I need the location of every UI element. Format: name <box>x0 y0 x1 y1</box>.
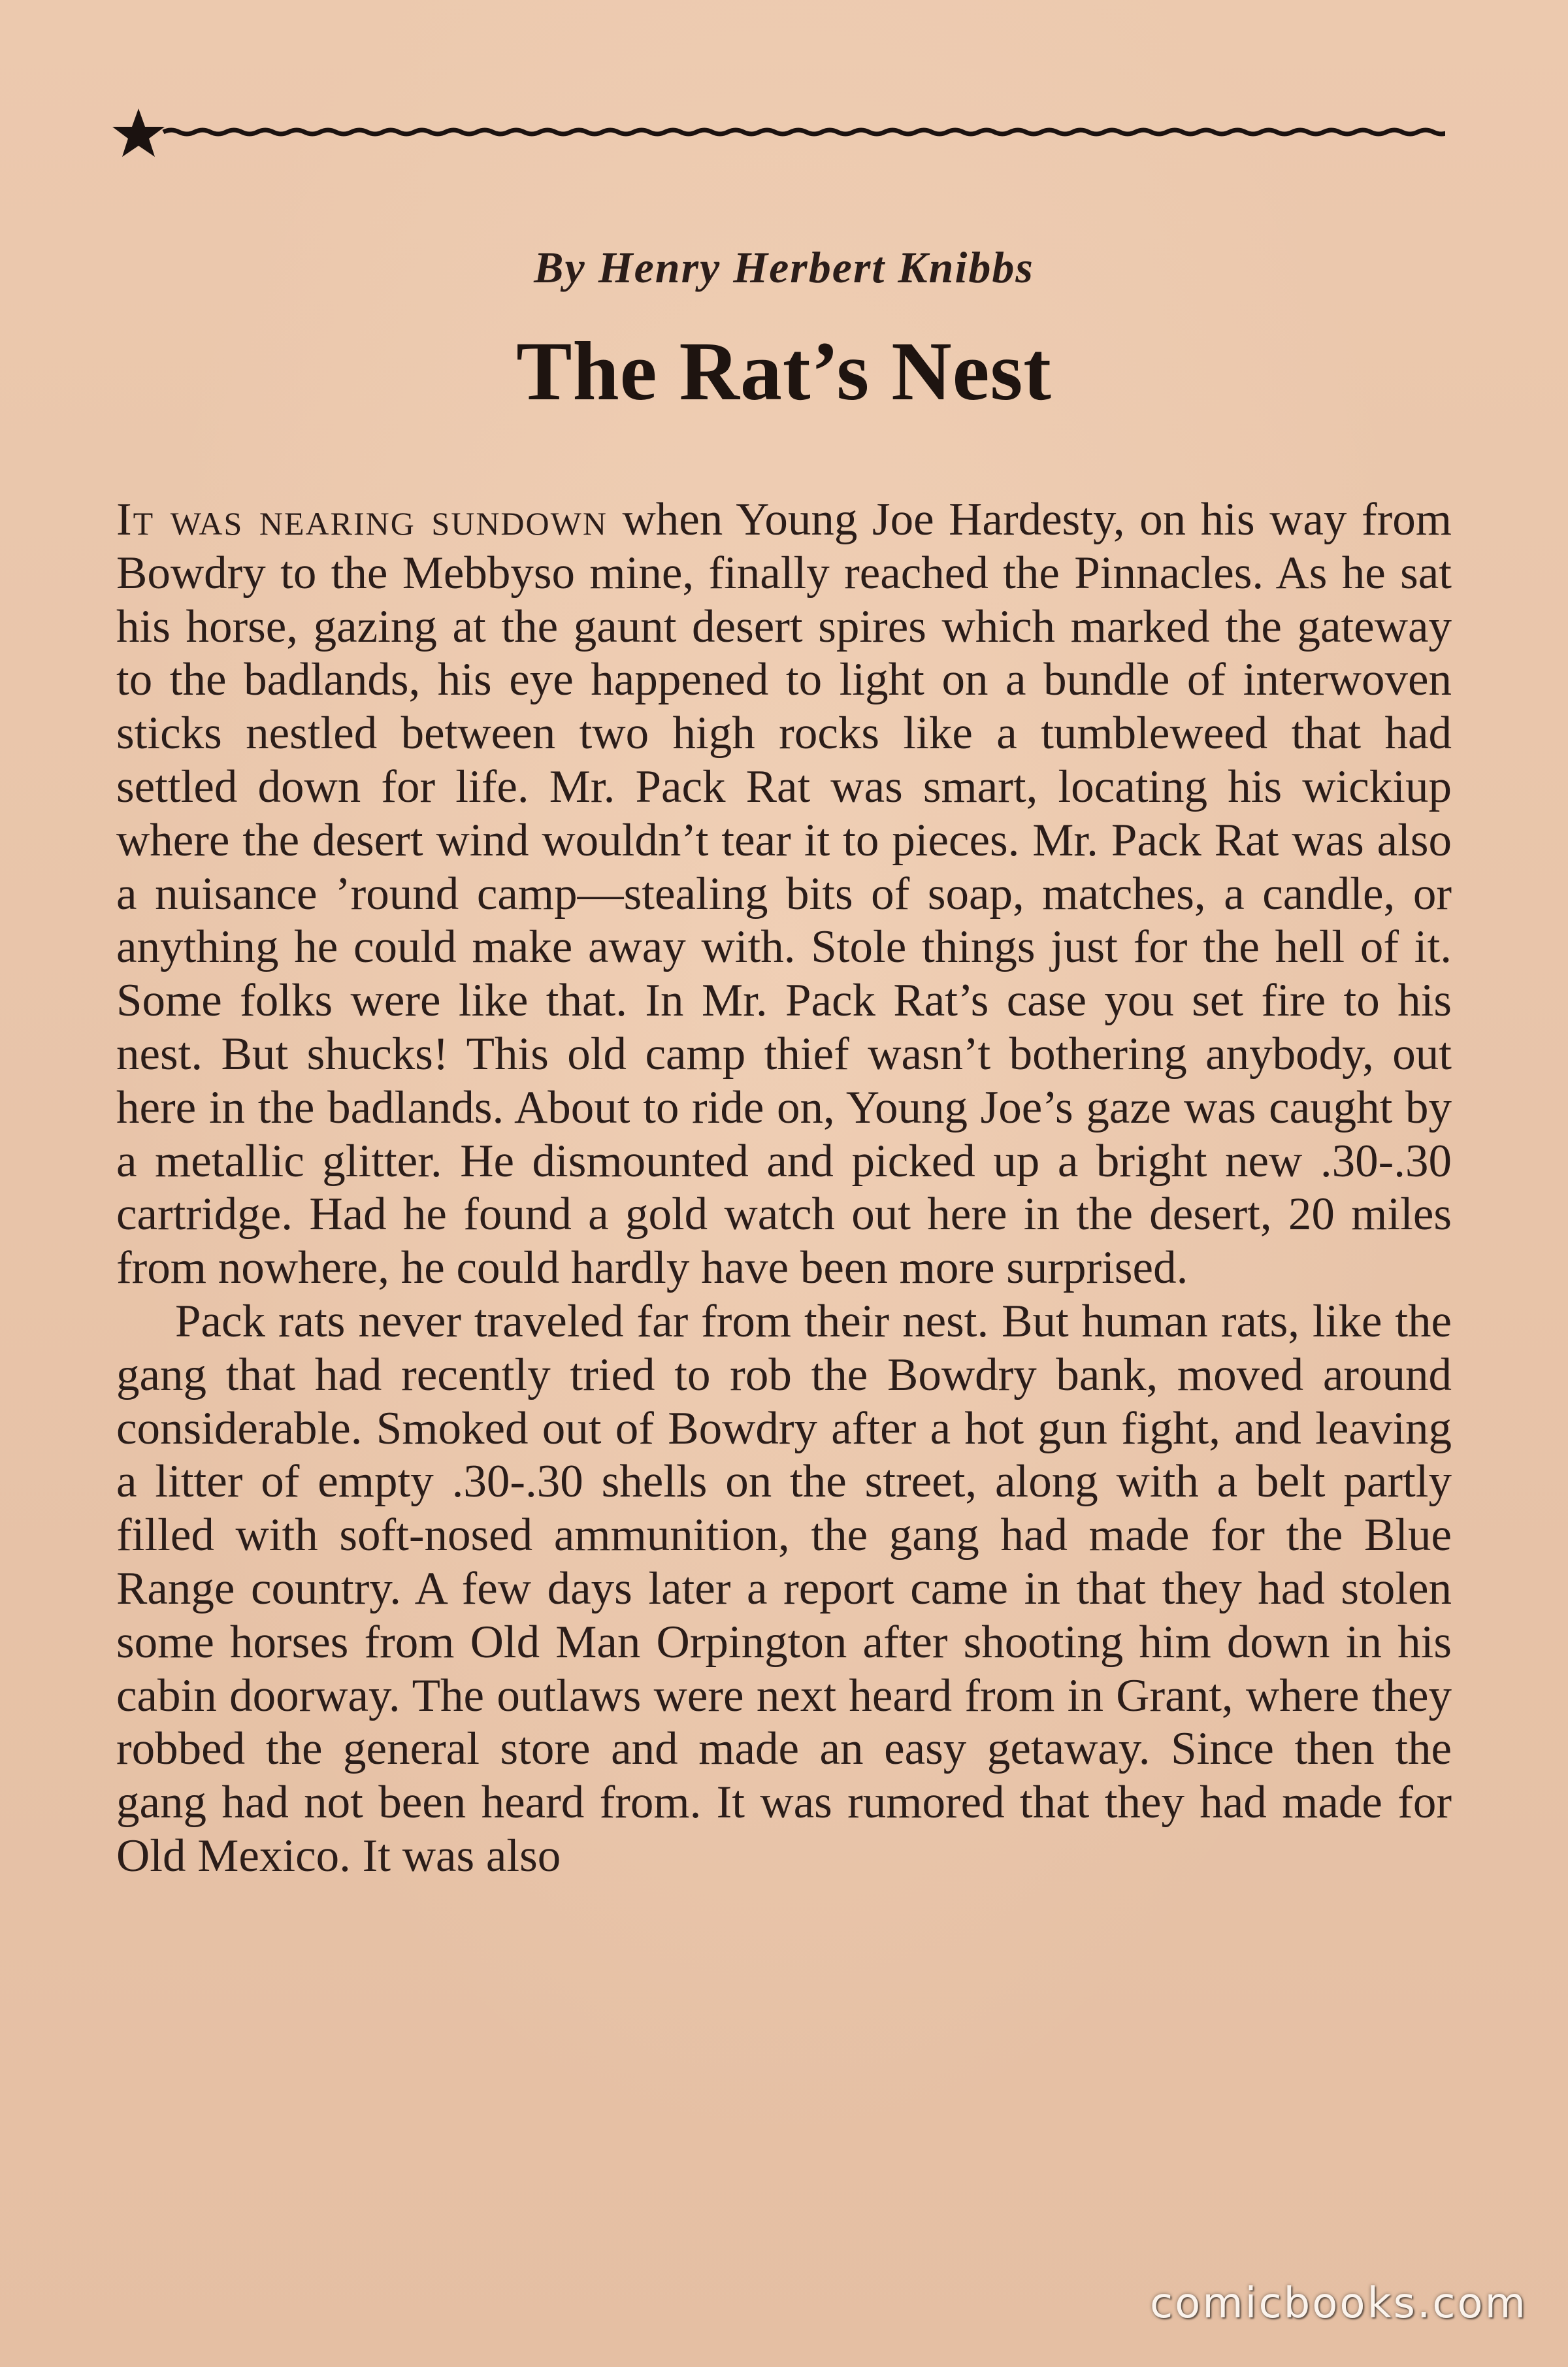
paragraph-2: Pack rats never traveled far from their nest. But human rats, like the gang that had recently tried to rob the Bowdry bank, moved around considerable. Smoked out of Bowdry after a hot gun fight, and leaving a litter of empty .30-.30 shells on the street, along with a belt partly filled with soft-nosed ammunition, the gang had made for the Blue Range country. A few days later a report came in that they had stolen some horses from Old Man Orpington after shooting him down in his cabin doorway. The outlaws were next heard from in Grant, where they robbed the general store and made an easy getaway. Since then the gang had not been heard from. It was rumored that they had made for Old Mexico. It was also <box>116 1295 1452 1881</box>
story-body <box>116 493 1452 1883</box>
byline: By Henry Herbert Knibbs <box>534 242 1034 292</box>
watermark: comicbooks.com <box>1149 2279 1527 2328</box>
star-rule-icon <box>112 106 1445 158</box>
paragraph-1 <box>116 493 1452 1295</box>
paragraph-lead: It was nearing sundown <box>116 494 608 545</box>
paragraph-1-text: when Young Joe Hardesty, on his way from Bowdry to the Mebbyso mine, finally reached the Pinnacles. As he sat his horse, gazing at the gaunt desert spires which marked the gateway to the badlands, his eye happened to light on a bundle of interwoven sticks nestled between two high rocks like a tumbleweed that had settled down for life. Mr. Pack Rat was smart, locating his wickiup where the desert wind wouldn’t tear it to pieces. Mr. Pack Rat was also a nuisance ’round camp—stealing bits of soap, matches, a candle, or anything he could make away with. Stole things just for the hell of it. Some folks were like that. In Mr. Pack Rat’s case you set fire to his nest. But shucks! This old camp thief wasn’t bothering anybody, out here in the badlands. About to ride on, Young Joe’s gaze was caught by a metallic glitter. He dismounted and picked up a bright new .30-.30 cartridge. Had he found a gold watch out here in the desert, 20 miles from nowhere, he could hardly have been more surprised. <box>116 494 1452 1294</box>
story-title: The Rat’s Nest <box>516 325 1052 418</box>
